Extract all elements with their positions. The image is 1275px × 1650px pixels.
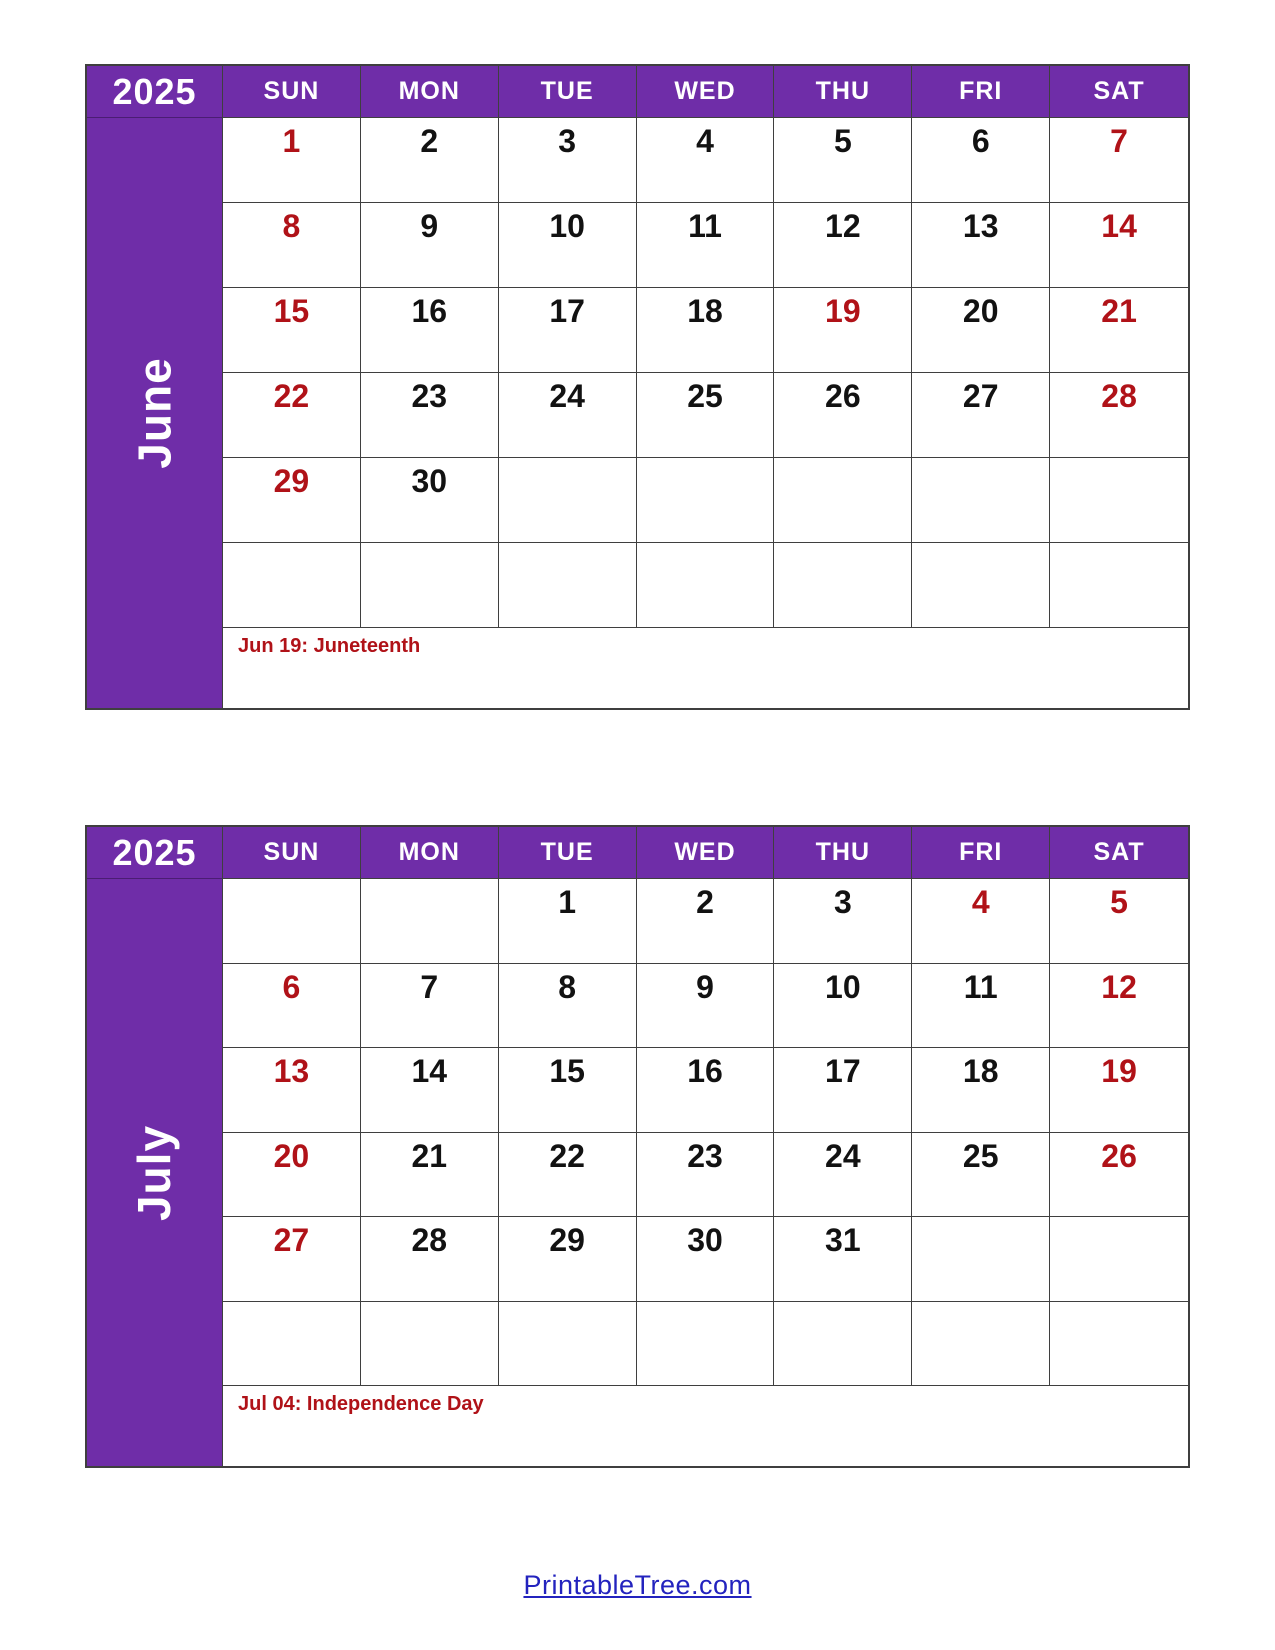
day-cell: 27 — [912, 373, 1050, 458]
day-cell — [912, 1217, 1050, 1302]
year-label: 2025 — [87, 827, 222, 879]
day-cell: 10 — [774, 964, 912, 1049]
day-cell: 20 — [223, 1133, 361, 1218]
weekday-header-wed: WED — [637, 66, 775, 117]
day-cell: 9 — [361, 203, 499, 288]
day-cell: 15 — [499, 1048, 637, 1133]
day-cell: 17 — [774, 1048, 912, 1133]
site-footer — [0, 1570, 1275, 1601]
day-cell: 11 — [637, 203, 775, 288]
day-cell — [912, 1302, 1050, 1387]
day-cell: 12 — [1050, 964, 1188, 1049]
day-cell: 29 — [223, 458, 361, 543]
day-cell: 16 — [637, 1048, 775, 1133]
day-cell — [912, 543, 1050, 628]
day-cell — [361, 879, 499, 964]
day-cell: 5 — [1050, 879, 1188, 964]
day-cell — [1050, 1217, 1188, 1302]
month-label-box — [87, 118, 222, 708]
day-cell: 24 — [774, 1133, 912, 1218]
day-cell: 12 — [774, 203, 912, 288]
day-cell: 18 — [637, 288, 775, 373]
month-label: July — [128, 1124, 181, 1221]
day-cell — [1050, 1302, 1188, 1387]
day-cell — [223, 543, 361, 628]
june-weeks — [223, 118, 1188, 628]
day-cell: 6 — [912, 118, 1050, 203]
day-cell: 13 — [912, 203, 1050, 288]
day-cell: 7 — [361, 964, 499, 1049]
day-cell: 2 — [361, 118, 499, 203]
july-grid — [223, 827, 1188, 1466]
weekday-header-tue: TUE — [499, 66, 637, 117]
day-cell: 7 — [1050, 118, 1188, 203]
day-cell — [1050, 458, 1188, 543]
day-cell: 3 — [774, 879, 912, 964]
day-cell: 21 — [1050, 288, 1188, 373]
day-cell: 21 — [361, 1133, 499, 1218]
day-cell: 16 — [361, 288, 499, 373]
day-cell: 26 — [774, 373, 912, 458]
july-month-band — [87, 827, 223, 1466]
month-label: June — [128, 357, 181, 469]
day-cell — [912, 458, 1050, 543]
day-cell: 1 — [499, 879, 637, 964]
day-cell: 28 — [361, 1217, 499, 1302]
day-cell: 23 — [361, 373, 499, 458]
weekday-header-fri: FRI — [912, 827, 1050, 878]
weekday-header-row — [223, 66, 1188, 118]
weekday-header-wed: WED — [637, 827, 775, 878]
day-cell: 31 — [774, 1217, 912, 1302]
weekday-header-sat: SAT — [1093, 77, 1145, 105]
weekday-header-mon: MON — [361, 66, 499, 117]
july-calendar — [85, 825, 1190, 1468]
day-cell: 13 — [223, 1048, 361, 1133]
day-cell: 5 — [774, 118, 912, 203]
day-cell: 10 — [499, 203, 637, 288]
day-cell: 6 — [223, 964, 361, 1049]
day-cell — [637, 543, 775, 628]
printabletree-link[interactable]: PrintableTree.com — [523, 1570, 752, 1600]
month-label-box — [87, 879, 222, 1466]
day-cell: 4 — [912, 879, 1050, 964]
day-cell: 14 — [361, 1048, 499, 1133]
day-cell — [774, 1302, 912, 1387]
day-cell — [223, 1302, 361, 1387]
day-cell — [774, 543, 912, 628]
day-cell — [499, 458, 637, 543]
day-cell: 17 — [499, 288, 637, 373]
day-cell — [361, 543, 499, 628]
day-cell: 30 — [361, 458, 499, 543]
weekday-header-sun: SUN — [223, 66, 361, 117]
day-cell: 25 — [912, 1133, 1050, 1218]
july-holiday-note-row — [223, 1386, 1188, 1466]
day-cell — [774, 458, 912, 543]
day-cell: 19 — [1050, 1048, 1188, 1133]
day-cell — [499, 1302, 637, 1387]
day-cell — [1050, 543, 1188, 628]
weekday-header-fri: FRI — [912, 66, 1050, 117]
day-cell: 18 — [912, 1048, 1050, 1133]
june-month-band — [87, 66, 223, 708]
day-cell: 26 — [1050, 1133, 1188, 1218]
day-cell: 29 — [499, 1217, 637, 1302]
weekday-header-sat: SAT — [1093, 838, 1145, 866]
weekday-header-tue: TUE — [499, 827, 637, 878]
year-label: 2025 — [87, 66, 222, 118]
day-cell — [637, 458, 775, 543]
day-cell — [223, 879, 361, 964]
weekday-header-row — [223, 827, 1188, 879]
day-cell: 30 — [637, 1217, 775, 1302]
june-calendar — [85, 64, 1190, 710]
holiday-note: Jul 04: Independence Day — [238, 1393, 484, 1415]
day-cell: 22 — [499, 1133, 637, 1218]
day-cell — [637, 1302, 775, 1387]
day-cell: 15 — [223, 288, 361, 373]
day-cell: 14 — [1050, 203, 1188, 288]
day-cell — [499, 543, 637, 628]
weekday-header-thu: THU — [774, 66, 912, 117]
day-cell: 8 — [499, 964, 637, 1049]
day-cell: 27 — [223, 1217, 361, 1302]
day-cell: 9 — [637, 964, 775, 1049]
day-cell: 28 — [1050, 373, 1188, 458]
weekday-header-sun: SUN — [223, 827, 361, 878]
day-cell: 19 — [774, 288, 912, 373]
day-cell: 11 — [912, 964, 1050, 1049]
day-cell: 20 — [912, 288, 1050, 373]
day-cell: 23 — [637, 1133, 775, 1218]
june-holiday-note-row — [223, 628, 1188, 708]
day-cell: 3 — [499, 118, 637, 203]
day-cell: 24 — [499, 373, 637, 458]
day-cell: 1 — [223, 118, 361, 203]
day-cell: 22 — [223, 373, 361, 458]
holiday-note: Jun 19: Juneteenth — [238, 635, 421, 657]
day-cell: 8 — [223, 203, 361, 288]
weekday-header-thu: THU — [774, 827, 912, 878]
june-grid — [223, 66, 1188, 708]
day-cell: 25 — [637, 373, 775, 458]
july-weeks — [223, 879, 1188, 1386]
day-cell — [361, 1302, 499, 1387]
weekday-header-mon: MON — [361, 827, 499, 878]
day-cell: 2 — [637, 879, 775, 964]
day-cell: 4 — [637, 118, 775, 203]
